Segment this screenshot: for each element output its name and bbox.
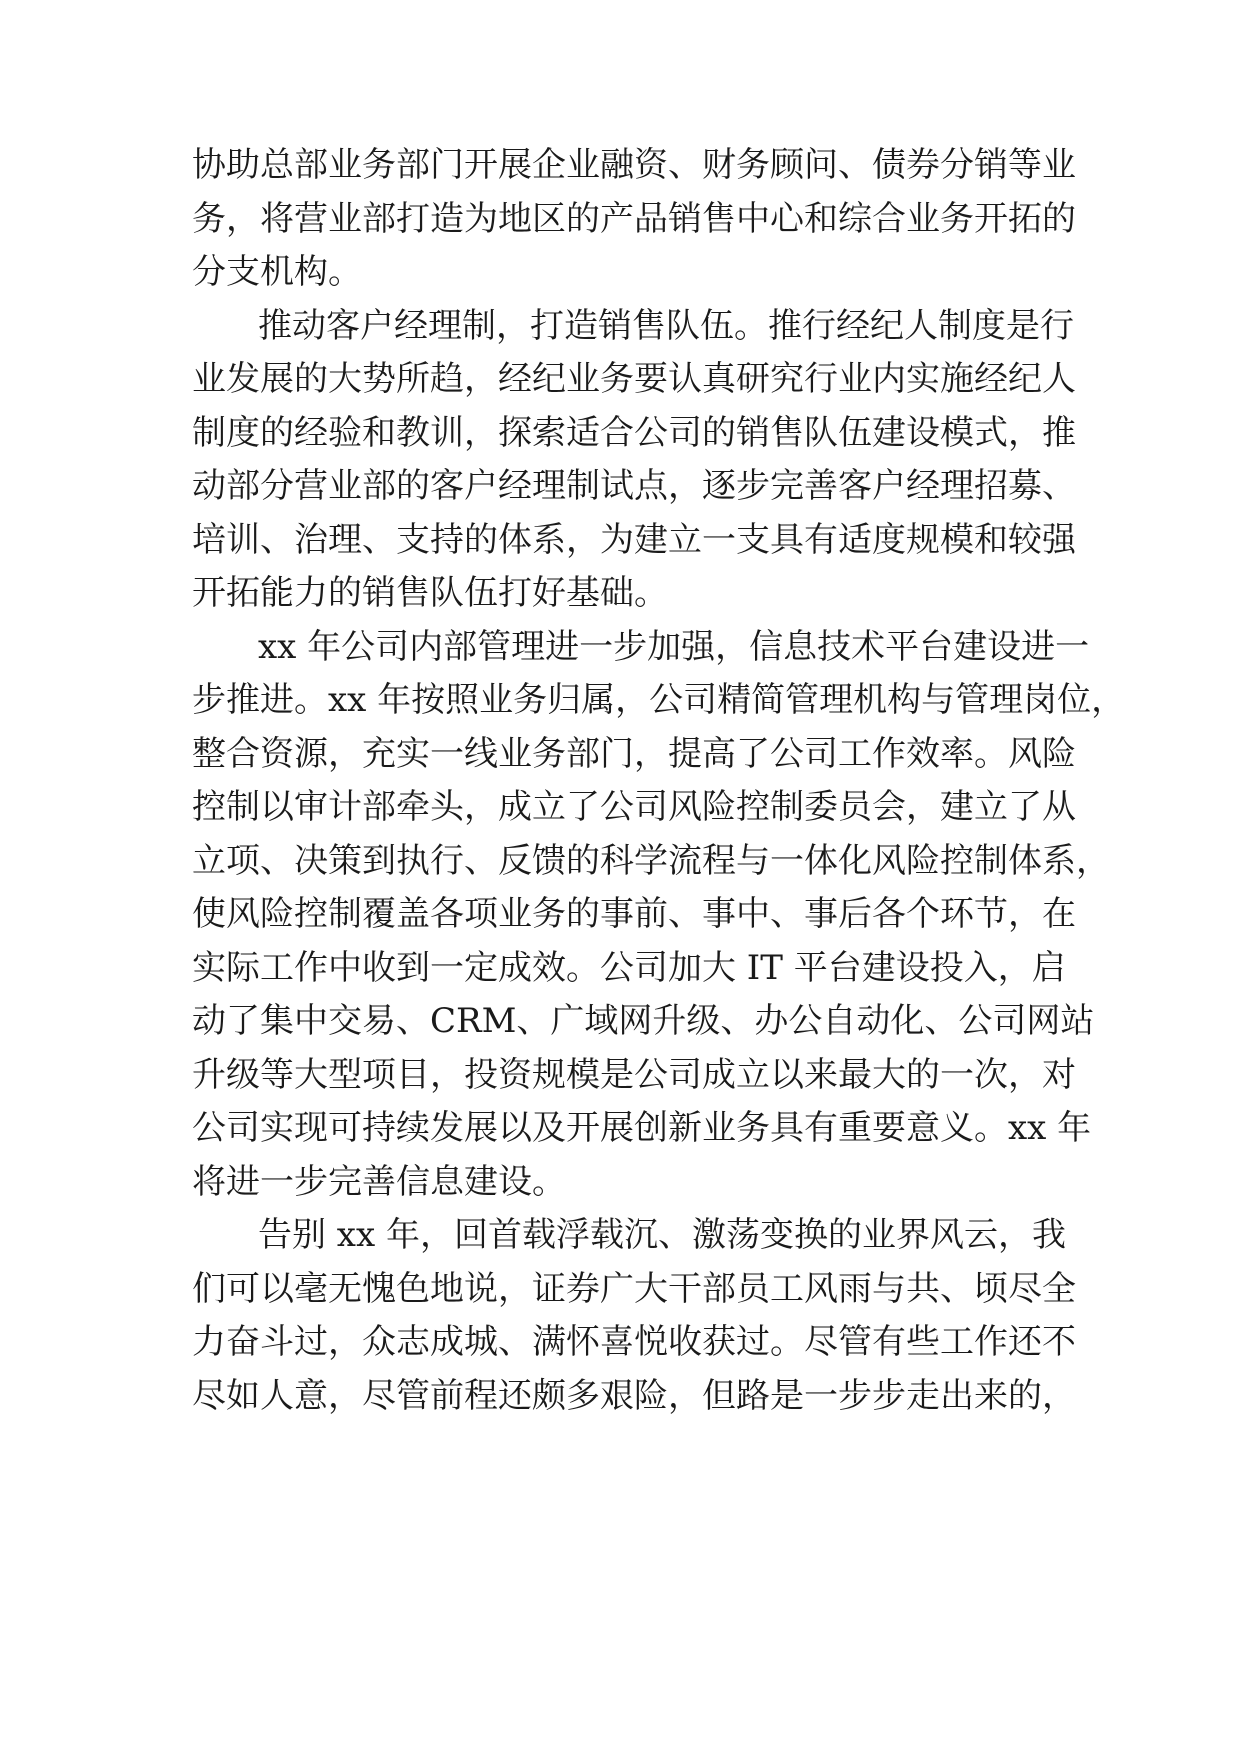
text-line: 尽如人意，尽管前程还颇多艰险，但路是一步步走出来的，	[192, 1376, 1076, 1416]
text-line: 将进一步完善信息建设。	[192, 1162, 566, 1202]
text-line: 控制以审计部牵头，成立了公司风险控制委员会，建立了从	[192, 787, 1076, 827]
text-line: 开拓能力的销售队伍打好基础。	[192, 573, 668, 613]
text-line: 制度的经验和教训，探索适合公司的销售队伍建设模式，推	[192, 413, 1076, 453]
paragraph-first-line: 告别 xx 年，回首载浮载沉、激荡变换的业界风云，我	[258, 1215, 1066, 1255]
text-line: 分支机构。	[192, 252, 362, 292]
text-line: 业发展的大势所趋，经纪业务要认真研究行业内实施经纪人	[192, 359, 1076, 399]
text-line: 整合资源，充实一线业务部门，提高了公司工作效率。风险	[192, 734, 1076, 774]
text-line: 力奋斗过，众志成城、满怀喜悦收获过。尽管有些工作还不	[192, 1322, 1076, 1362]
text-line: 步推进。xx 年按照业务归属，公司精简管理机构与管理岗位，	[192, 680, 1126, 720]
text-line: 公司实现可持续发展以及开展创新业务具有重要意义。xx 年	[192, 1108, 1092, 1148]
text-line: 协助总部业务部门开展企业融资、财务顾问、债券分销等业	[192, 145, 1076, 185]
text-line: 动了集中交易、CRM、广域网升级、办公自动化、公司网站	[192, 1001, 1095, 1041]
text-line: 培训、治理、支持的体系，为建立一支具有适度规模和较强	[192, 520, 1076, 560]
text-line: 使风险控制覆盖各项业务的事前、事中、事后各个环节，在	[192, 894, 1076, 934]
text-line: 们可以毫无愧色地说，证券广大干部员工风雨与共、顷尽全	[192, 1269, 1076, 1309]
text-line: 立项、决策到执行、反馈的科学流程与一体化风险控制体系，	[192, 841, 1110, 881]
text-line: 动部分营业部的客户经理制试点，逐步完善客户经理招募、	[192, 466, 1076, 506]
text-line: 实际工作中收到一定成效。公司加大 IT 平台建设投入，启	[192, 948, 1066, 988]
text-line: 务，将营业部打造为地区的产品销售中心和综合业务开拓的	[192, 199, 1076, 239]
text-line: 升级等大型项目，投资规模是公司成立以来最大的一次，对	[192, 1055, 1076, 1095]
paragraph-first-line: xx 年公司内部管理进一步加强，信息技术平台建设进一	[258, 627, 1090, 667]
paragraph-first-line: 推动客户经理制，打造销售队伍。推行经纪人制度是行	[258, 306, 1074, 346]
